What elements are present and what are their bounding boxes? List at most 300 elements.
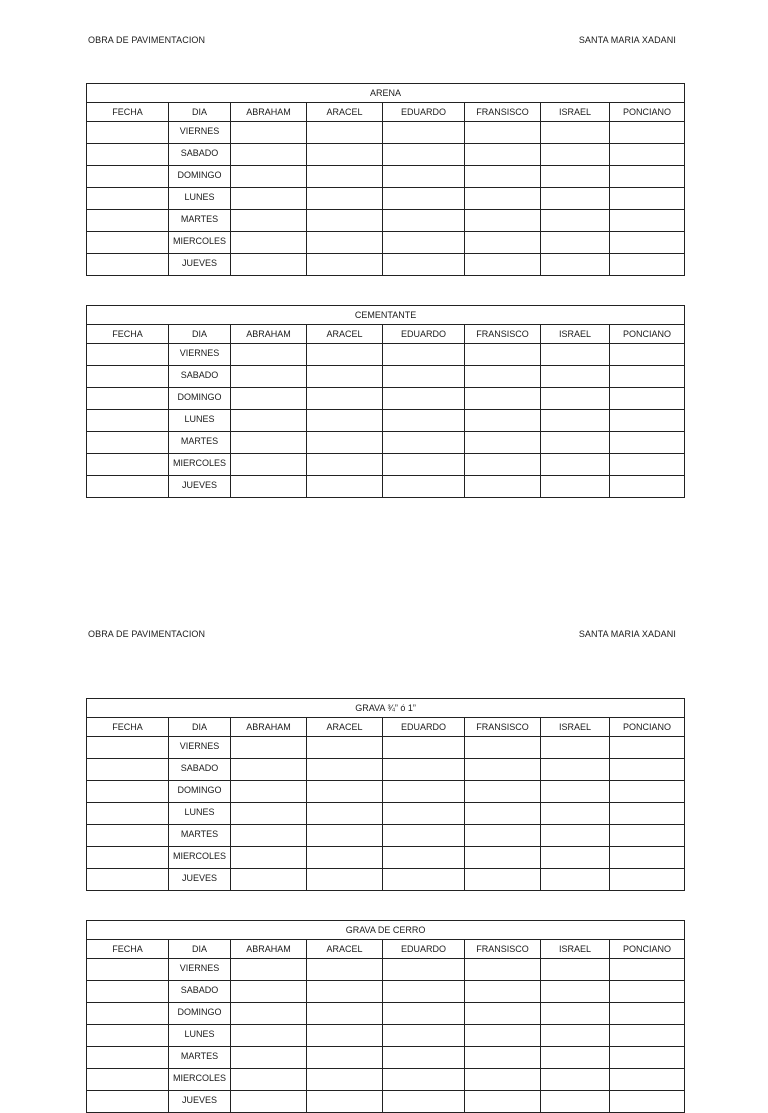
- entry-cell[interactable]: [541, 803, 610, 825]
- entry-cell[interactable]: [541, 1047, 610, 1069]
- column-header: DIA: [169, 325, 231, 344]
- entry-cell[interactable]: [307, 847, 383, 869]
- entry-cell[interactable]: [541, 232, 610, 254]
- entry-cell[interactable]: [231, 432, 307, 454]
- column-header-row: [87, 718, 685, 737]
- date-cell[interactable]: [87, 1069, 169, 1091]
- entry-cell[interactable]: [307, 454, 383, 476]
- entry-cell[interactable]: [231, 1047, 307, 1069]
- day-cell: MARTES: [169, 210, 231, 232]
- entry-cell[interactable]: [465, 166, 541, 188]
- day-cell: LUNES: [169, 410, 231, 432]
- day-cell: VIERNES: [169, 344, 231, 366]
- entry-cell[interactable]: [465, 869, 541, 891]
- table-row: [87, 144, 685, 166]
- entry-cell[interactable]: [465, 1091, 541, 1113]
- entry-cell[interactable]: [541, 1069, 610, 1091]
- date-cell[interactable]: [87, 432, 169, 454]
- entry-cell[interactable]: [307, 1003, 383, 1025]
- table-row: [87, 388, 685, 410]
- entry-cell[interactable]: [465, 432, 541, 454]
- table-row: [87, 254, 685, 276]
- date-cell[interactable]: [87, 144, 169, 166]
- date-cell[interactable]: [87, 366, 169, 388]
- entry-cell[interactable]: [383, 476, 465, 498]
- column-header: PONCIANO: [610, 325, 685, 344]
- entry-cell[interactable]: [231, 1091, 307, 1113]
- column-header: EDUARDO: [383, 325, 465, 344]
- entry-cell[interactable]: [541, 144, 610, 166]
- date-cell[interactable]: [87, 981, 169, 1003]
- entry-cell[interactable]: [465, 344, 541, 366]
- entry-cell[interactable]: [610, 869, 685, 891]
- entry-cell[interactable]: [465, 759, 541, 781]
- column-header: ARACEL: [307, 103, 383, 122]
- entry-cell[interactable]: [610, 254, 685, 276]
- day-cell: LUNES: [169, 1025, 231, 1047]
- column-header: ISRAEL: [541, 103, 610, 122]
- material-table: [86, 698, 685, 891]
- material-table: [86, 920, 685, 1113]
- date-cell[interactable]: [87, 803, 169, 825]
- entry-cell[interactable]: [307, 166, 383, 188]
- day-cell: MARTES: [169, 1047, 231, 1069]
- entry-cell[interactable]: [610, 188, 685, 210]
- entry-cell[interactable]: [307, 981, 383, 1003]
- entry-cell[interactable]: [541, 959, 610, 981]
- date-cell[interactable]: [87, 869, 169, 891]
- entry-cell[interactable]: [231, 166, 307, 188]
- entry-cell[interactable]: [231, 737, 307, 759]
- entry-cell[interactable]: [465, 366, 541, 388]
- entry-cell[interactable]: [610, 959, 685, 981]
- entry-cell[interactable]: [465, 1069, 541, 1091]
- entry-cell[interactable]: [383, 344, 465, 366]
- entry-cell[interactable]: [383, 122, 465, 144]
- entry-cell[interactable]: [610, 454, 685, 476]
- column-header: PONCIANO: [610, 718, 685, 737]
- entry-cell[interactable]: [383, 1091, 465, 1113]
- entry-cell[interactable]: [307, 1091, 383, 1113]
- day-cell: DOMINGO: [169, 781, 231, 803]
- entry-cell[interactable]: [307, 781, 383, 803]
- date-cell[interactable]: [87, 1003, 169, 1025]
- column-header: ABRAHAM: [231, 325, 307, 344]
- entry-cell[interactable]: [383, 210, 465, 232]
- entry-cell[interactable]: [610, 847, 685, 869]
- entry-cell[interactable]: [383, 166, 465, 188]
- column-header: ABRAHAM: [231, 940, 307, 959]
- column-header: ISRAEL: [541, 940, 610, 959]
- location-title: SANTA MARIA XADANI: [578, 629, 676, 639]
- entry-cell[interactable]: [307, 344, 383, 366]
- entry-cell[interactable]: [610, 166, 685, 188]
- entry-cell[interactable]: [541, 759, 610, 781]
- entry-cell[interactable]: [383, 254, 465, 276]
- entry-cell[interactable]: [383, 188, 465, 210]
- entry-cell[interactable]: [610, 781, 685, 803]
- table-title-row: [87, 921, 685, 940]
- entry-cell[interactable]: [231, 476, 307, 498]
- day-cell: MIERCOLES: [169, 454, 231, 476]
- day-cell: VIERNES: [169, 959, 231, 981]
- date-cell[interactable]: [87, 1047, 169, 1069]
- day-cell: SABADO: [169, 759, 231, 781]
- entry-cell[interactable]: [231, 803, 307, 825]
- project-title: OBRA DE PAVIMENTACION: [88, 35, 206, 45]
- table-title: GRAVA ¾” ó 1”: [87, 699, 685, 718]
- entry-cell[interactable]: [610, 432, 685, 454]
- entry-cell[interactable]: [541, 122, 610, 144]
- entry-cell[interactable]: [307, 1025, 383, 1047]
- table-row: [87, 781, 685, 803]
- entry-cell[interactable]: [307, 959, 383, 981]
- date-cell[interactable]: [87, 388, 169, 410]
- entry-cell[interactable]: [541, 869, 610, 891]
- day-cell: LUNES: [169, 803, 231, 825]
- entry-cell[interactable]: [610, 410, 685, 432]
- entry-cell[interactable]: [465, 144, 541, 166]
- day-cell: SABADO: [169, 366, 231, 388]
- entry-cell[interactable]: [465, 210, 541, 232]
- entry-cell[interactable]: [610, 366, 685, 388]
- entry-cell[interactable]: [231, 388, 307, 410]
- entry-cell[interactable]: [231, 188, 307, 210]
- entry-cell[interactable]: [307, 1047, 383, 1069]
- column-header: EDUARDO: [383, 940, 465, 959]
- day-cell: LUNES: [169, 188, 231, 210]
- column-header: FECHA: [87, 103, 169, 122]
- table-row: [87, 366, 685, 388]
- entry-cell[interactable]: [541, 737, 610, 759]
- entry-cell[interactable]: [383, 1025, 465, 1047]
- date-cell[interactable]: [87, 759, 169, 781]
- date-cell[interactable]: [87, 254, 169, 276]
- entry-cell[interactable]: [231, 981, 307, 1003]
- entry-cell[interactable]: [610, 1025, 685, 1047]
- table-row: [87, 737, 685, 759]
- entry-cell[interactable]: [610, 388, 685, 410]
- day-cell: SABADO: [169, 144, 231, 166]
- column-header: ISRAEL: [541, 718, 610, 737]
- entry-cell[interactable]: [231, 454, 307, 476]
- date-cell[interactable]: [87, 847, 169, 869]
- column-header: DIA: [169, 103, 231, 122]
- date-cell[interactable]: [87, 781, 169, 803]
- entry-cell[interactable]: [465, 454, 541, 476]
- column-header: FECHA: [87, 940, 169, 959]
- entry-cell[interactable]: [610, 210, 685, 232]
- entry-cell[interactable]: [231, 869, 307, 891]
- column-header: FRANSISCO: [465, 718, 541, 737]
- entry-cell[interactable]: [231, 254, 307, 276]
- day-cell: MARTES: [169, 825, 231, 847]
- entry-cell[interactable]: [465, 781, 541, 803]
- entry-cell[interactable]: [307, 188, 383, 210]
- entry-cell[interactable]: [541, 454, 610, 476]
- entry-cell[interactable]: [307, 1069, 383, 1091]
- table-row: [87, 1091, 685, 1113]
- entry-cell[interactable]: [383, 959, 465, 981]
- entry-cell[interactable]: [541, 166, 610, 188]
- table-row: [87, 188, 685, 210]
- entry-cell[interactable]: [610, 759, 685, 781]
- entry-cell[interactable]: [610, 737, 685, 759]
- column-header: PONCIANO: [610, 103, 685, 122]
- table-row: [87, 981, 685, 1003]
- entry-cell[interactable]: [610, 122, 685, 144]
- table-title: GRAVA DE CERRO: [87, 921, 685, 940]
- entry-cell[interactable]: [383, 454, 465, 476]
- entry-cell[interactable]: [307, 759, 383, 781]
- entry-cell[interactable]: [541, 847, 610, 869]
- entry-cell[interactable]: [231, 781, 307, 803]
- entry-cell[interactable]: [307, 476, 383, 498]
- entry-cell[interactable]: [383, 1069, 465, 1091]
- column-header: ABRAHAM: [231, 718, 307, 737]
- table-title-row: [87, 84, 685, 103]
- entry-cell[interactable]: [307, 210, 383, 232]
- table-title: ARENA: [87, 84, 685, 103]
- entry-cell[interactable]: [383, 803, 465, 825]
- day-cell: JUEVES: [169, 476, 231, 498]
- page-header-1: [88, 35, 676, 49]
- entry-cell[interactable]: [231, 1025, 307, 1047]
- table-row: [87, 122, 685, 144]
- entry-cell[interactable]: [383, 366, 465, 388]
- date-cell[interactable]: [87, 410, 169, 432]
- date-cell[interactable]: [87, 959, 169, 981]
- date-cell[interactable]: [87, 1025, 169, 1047]
- entry-cell[interactable]: [610, 1003, 685, 1025]
- entry-cell[interactable]: [383, 410, 465, 432]
- column-header: DIA: [169, 940, 231, 959]
- entry-cell[interactable]: [383, 1003, 465, 1025]
- day-cell: DOMINGO: [169, 166, 231, 188]
- entry-cell[interactable]: [541, 981, 610, 1003]
- column-header-row: [87, 103, 685, 122]
- entry-cell[interactable]: [465, 388, 541, 410]
- entry-cell[interactable]: [465, 254, 541, 276]
- entry-cell[interactable]: [541, 188, 610, 210]
- entry-cell[interactable]: [465, 476, 541, 498]
- entry-cell[interactable]: [231, 232, 307, 254]
- entry-cell[interactable]: [541, 388, 610, 410]
- entry-cell[interactable]: [541, 344, 610, 366]
- entry-cell[interactable]: [231, 366, 307, 388]
- entry-cell[interactable]: [307, 410, 383, 432]
- project-title: OBRA DE PAVIMENTACION: [88, 629, 206, 639]
- entry-cell[interactable]: [610, 803, 685, 825]
- entry-cell[interactable]: [231, 759, 307, 781]
- entry-cell[interactable]: [610, 1091, 685, 1113]
- entry-cell[interactable]: [307, 737, 383, 759]
- entry-cell[interactable]: [541, 1025, 610, 1047]
- table-row: [87, 1047, 685, 1069]
- entry-cell[interactable]: [465, 188, 541, 210]
- column-header: DIA: [169, 718, 231, 737]
- table-row: [87, 410, 685, 432]
- date-cell[interactable]: [87, 188, 169, 210]
- date-cell[interactable]: [87, 454, 169, 476]
- day-cell: DOMINGO: [169, 1003, 231, 1025]
- date-cell[interactable]: [87, 166, 169, 188]
- entry-cell[interactable]: [610, 1047, 685, 1069]
- entry-cell[interactable]: [541, 432, 610, 454]
- entry-cell[interactable]: [231, 1069, 307, 1091]
- column-header: FRANSISCO: [465, 325, 541, 344]
- column-header: FECHA: [87, 718, 169, 737]
- table-row: [87, 869, 685, 891]
- entry-cell[interactable]: [541, 366, 610, 388]
- date-cell[interactable]: [87, 1091, 169, 1113]
- entry-cell[interactable]: [465, 825, 541, 847]
- entry-cell[interactable]: [231, 344, 307, 366]
- day-cell: VIERNES: [169, 737, 231, 759]
- table-title: CEMENTANTE: [87, 306, 685, 325]
- column-header-row: [87, 325, 685, 344]
- column-header: EDUARDO: [383, 103, 465, 122]
- table-row: [87, 825, 685, 847]
- day-cell: MIERCOLES: [169, 1069, 231, 1091]
- date-cell[interactable]: [87, 825, 169, 847]
- day-cell: DOMINGO: [169, 388, 231, 410]
- table-row: [87, 959, 685, 981]
- entry-cell[interactable]: [307, 366, 383, 388]
- column-header: FECHA: [87, 325, 169, 344]
- date-cell[interactable]: [87, 344, 169, 366]
- entry-cell[interactable]: [383, 737, 465, 759]
- entry-cell[interactable]: [541, 476, 610, 498]
- entry-cell[interactable]: [231, 959, 307, 981]
- table-row: [87, 210, 685, 232]
- table-row: [87, 476, 685, 498]
- entry-cell[interactable]: [610, 344, 685, 366]
- entry-cell[interactable]: [465, 410, 541, 432]
- entry-cell[interactable]: [541, 1091, 610, 1113]
- table-row: [87, 432, 685, 454]
- entry-cell[interactable]: [307, 869, 383, 891]
- day-cell: JUEVES: [169, 1091, 231, 1113]
- entry-cell[interactable]: [383, 825, 465, 847]
- column-header: FRANSISCO: [465, 940, 541, 959]
- entry-cell[interactable]: [610, 981, 685, 1003]
- entry-cell[interactable]: [465, 981, 541, 1003]
- entry-cell[interactable]: [231, 210, 307, 232]
- entry-cell[interactable]: [307, 803, 383, 825]
- entry-cell[interactable]: [383, 1047, 465, 1069]
- date-cell[interactable]: [87, 476, 169, 498]
- day-cell: MIERCOLES: [169, 232, 231, 254]
- material-table: [86, 83, 685, 276]
- entry-cell[interactable]: [307, 144, 383, 166]
- entry-cell[interactable]: [541, 210, 610, 232]
- entry-cell[interactable]: [307, 388, 383, 410]
- date-cell[interactable]: [87, 122, 169, 144]
- table-title-row: [87, 699, 685, 718]
- location-title: SANTA MARIA XADANI: [578, 35, 676, 45]
- entry-cell[interactable]: [465, 1025, 541, 1047]
- column-header-row: [87, 940, 685, 959]
- entry-cell[interactable]: [465, 1003, 541, 1025]
- entry-cell[interactable]: [465, 803, 541, 825]
- column-header: EDUARDO: [383, 718, 465, 737]
- entry-cell[interactable]: [610, 825, 685, 847]
- column-header: ISRAEL: [541, 325, 610, 344]
- entry-cell[interactable]: [231, 825, 307, 847]
- day-cell: VIERNES: [169, 122, 231, 144]
- entry-cell[interactable]: [383, 981, 465, 1003]
- date-cell[interactable]: [87, 210, 169, 232]
- entry-cell[interactable]: [383, 432, 465, 454]
- table-row: [87, 454, 685, 476]
- entry-cell[interactable]: [307, 825, 383, 847]
- day-cell: MIERCOLES: [169, 847, 231, 869]
- entry-cell[interactable]: [307, 122, 383, 144]
- entry-cell[interactable]: [383, 781, 465, 803]
- entry-cell[interactable]: [541, 1003, 610, 1025]
- entry-cell[interactable]: [610, 144, 685, 166]
- entry-cell[interactable]: [383, 869, 465, 891]
- entry-cell[interactable]: [541, 825, 610, 847]
- table-title-row: [87, 306, 685, 325]
- table-row: [87, 232, 685, 254]
- entry-cell[interactable]: [383, 847, 465, 869]
- column-header: FRANSISCO: [465, 103, 541, 122]
- table-row: [87, 1069, 685, 1091]
- entry-cell[interactable]: [231, 144, 307, 166]
- entry-cell[interactable]: [465, 959, 541, 981]
- entry-cell[interactable]: [307, 232, 383, 254]
- date-cell[interactable]: [87, 232, 169, 254]
- table-row: [87, 759, 685, 781]
- entry-cell[interactable]: [231, 1003, 307, 1025]
- entry-cell[interactable]: [541, 254, 610, 276]
- date-cell[interactable]: [87, 737, 169, 759]
- column-header: ARACEL: [307, 940, 383, 959]
- day-cell: MARTES: [169, 432, 231, 454]
- entry-cell[interactable]: [465, 737, 541, 759]
- table-row: [87, 1025, 685, 1047]
- table-row: [87, 344, 685, 366]
- entry-cell[interactable]: [383, 388, 465, 410]
- entry-cell[interactable]: [465, 232, 541, 254]
- column-header: ABRAHAM: [231, 103, 307, 122]
- entry-cell[interactable]: [465, 1047, 541, 1069]
- entry-cell[interactable]: [465, 847, 541, 869]
- entry-cell[interactable]: [541, 410, 610, 432]
- entry-cell[interactable]: [307, 254, 383, 276]
- entry-cell[interactable]: [610, 1069, 685, 1091]
- entry-cell[interactable]: [610, 232, 685, 254]
- day-cell: JUEVES: [169, 254, 231, 276]
- table-row: [87, 803, 685, 825]
- day-cell: JUEVES: [169, 869, 231, 891]
- entry-cell[interactable]: [465, 122, 541, 144]
- table-row: [87, 847, 685, 869]
- entry-cell[interactable]: [231, 122, 307, 144]
- column-header: ARACEL: [307, 718, 383, 737]
- entry-cell[interactable]: [231, 847, 307, 869]
- entry-cell[interactable]: [307, 432, 383, 454]
- entry-cell[interactable]: [231, 410, 307, 432]
- entry-cell[interactable]: [541, 781, 610, 803]
- entry-cell[interactable]: [383, 144, 465, 166]
- entry-cell[interactable]: [383, 232, 465, 254]
- entry-cell[interactable]: [610, 476, 685, 498]
- material-table: [86, 305, 685, 498]
- entry-cell[interactable]: [383, 759, 465, 781]
